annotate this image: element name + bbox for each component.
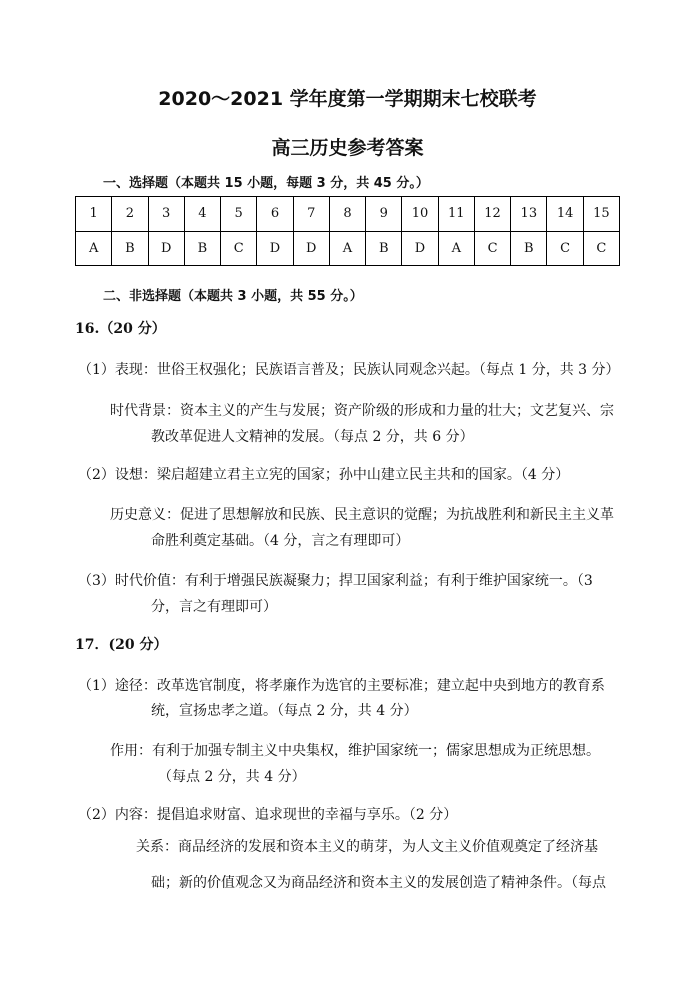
q17-part2-line: （2）内容：提倡追求财富、追求现世的幸福与享乐。（2 分） bbox=[78, 807, 458, 823]
question-number-cell: 6 bbox=[257, 197, 293, 232]
answer-cell: C bbox=[583, 231, 619, 266]
q17-relation-line: 础；新的价值观念又为商品经济和资本主义的发展创造了精神条件。（每点 bbox=[151, 875, 606, 891]
q17-part1-line: （1）途径：改革选官制度，将孝廉作为选官的主要标准；建立起中央到地方的教育系 bbox=[78, 678, 605, 694]
answer-cell: B bbox=[184, 231, 220, 266]
question-number-cell: 13 bbox=[511, 197, 547, 232]
answer-cell: D bbox=[293, 231, 329, 266]
q16-part1-line: （1）表现：世俗王权强化；民族语言普及；民族认同观念兴起。（每点 1 分，共 3 分） bbox=[78, 362, 620, 378]
question-number-cell: 8 bbox=[329, 197, 365, 232]
answer-table bbox=[75, 196, 620, 266]
answer-cell: D bbox=[148, 231, 184, 266]
answer-cell: A bbox=[329, 231, 365, 266]
q17-effect-line: （每点 2 分，共 4 分） bbox=[158, 769, 306, 785]
answer-cell: B bbox=[511, 231, 547, 266]
answer-cell: C bbox=[474, 231, 510, 266]
answer-row bbox=[76, 231, 620, 266]
section2-heading: 二、非选择题（本题共 3 小题，共 55 分。） bbox=[103, 289, 363, 304]
q16-significance-line: 命胜利奠定基础。（4 分，言之有理即可） bbox=[151, 533, 410, 549]
page-subtitle: 高三历史参考答案 bbox=[271, 137, 424, 159]
answer-cell: D bbox=[402, 231, 438, 266]
question-number-cell: 12 bbox=[474, 197, 510, 232]
q16-part2-line: （2）设想：梁启超建立君主立宪的国家；孙中山建立民主共和的国家。（4 分） bbox=[78, 467, 570, 483]
answer-cell: A bbox=[438, 231, 474, 266]
answer-cell: B bbox=[112, 231, 148, 266]
answer-cell: C bbox=[547, 231, 583, 266]
q16-part3-line: 分，言之有理即可） bbox=[151, 599, 277, 615]
q17-part1-line: 统，宣扬忠孝之道。（每点 2 分，共 4 分） bbox=[151, 703, 418, 719]
question-17-label: 17．(20 分） bbox=[75, 637, 168, 653]
q17-effect-line: 作用：有利于加强专制主义中央集权，维护国家统一；儒家思想成为正统思想。 bbox=[110, 743, 600, 759]
question-number-cell: 10 bbox=[402, 197, 438, 232]
answer-cell: A bbox=[76, 231, 112, 266]
q16-significance-line: 历史意义：促进了思想解放和民族、民主意识的觉醒；为抗战胜利和新民主主义革 bbox=[110, 507, 614, 523]
q16-part3-line: （3）时代价值：有利于增强民族凝聚力；捍卫国家利益；有利于维护国家统一。（3 bbox=[78, 573, 593, 589]
question-number-cell: 11 bbox=[438, 197, 474, 232]
question-number-cell: 4 bbox=[184, 197, 220, 232]
page-title: 2020～2021 学年度第一学期期末七校联考 bbox=[158, 88, 537, 110]
section1-heading: 一、选择题（本题共 15 小题，每题 3 分，共 45 分。） bbox=[103, 176, 429, 191]
question-16-label: 16.（20 分） bbox=[75, 321, 166, 337]
question-number-cell: 14 bbox=[547, 197, 583, 232]
answer-cell: D bbox=[257, 231, 293, 266]
question-number-cell: 7 bbox=[293, 197, 329, 232]
question-number-cell: 5 bbox=[221, 197, 257, 232]
q16-background-line: 时代背景：资本主义的产生与发展；资产阶级的形成和力量的壮大；文艺复兴、宗 bbox=[110, 403, 614, 419]
question-number-cell: 15 bbox=[583, 197, 619, 232]
q17-relation-line: 关系：商品经济的发展和资本主义的萌芽，为人文主义价值观奠定了经济基 bbox=[136, 839, 598, 855]
answer-cell: B bbox=[366, 231, 402, 266]
question-number-cell: 2 bbox=[112, 197, 148, 232]
question-number-cell: 3 bbox=[148, 197, 184, 232]
question-number-cell: 1 bbox=[76, 197, 112, 232]
question-number-cell: 9 bbox=[366, 197, 402, 232]
answer-cell: C bbox=[221, 231, 257, 266]
q16-background-line: 教改革促进人文精神的发展。（每点 2 分，共 6 分） bbox=[151, 429, 474, 445]
question-number-row bbox=[76, 197, 620, 232]
